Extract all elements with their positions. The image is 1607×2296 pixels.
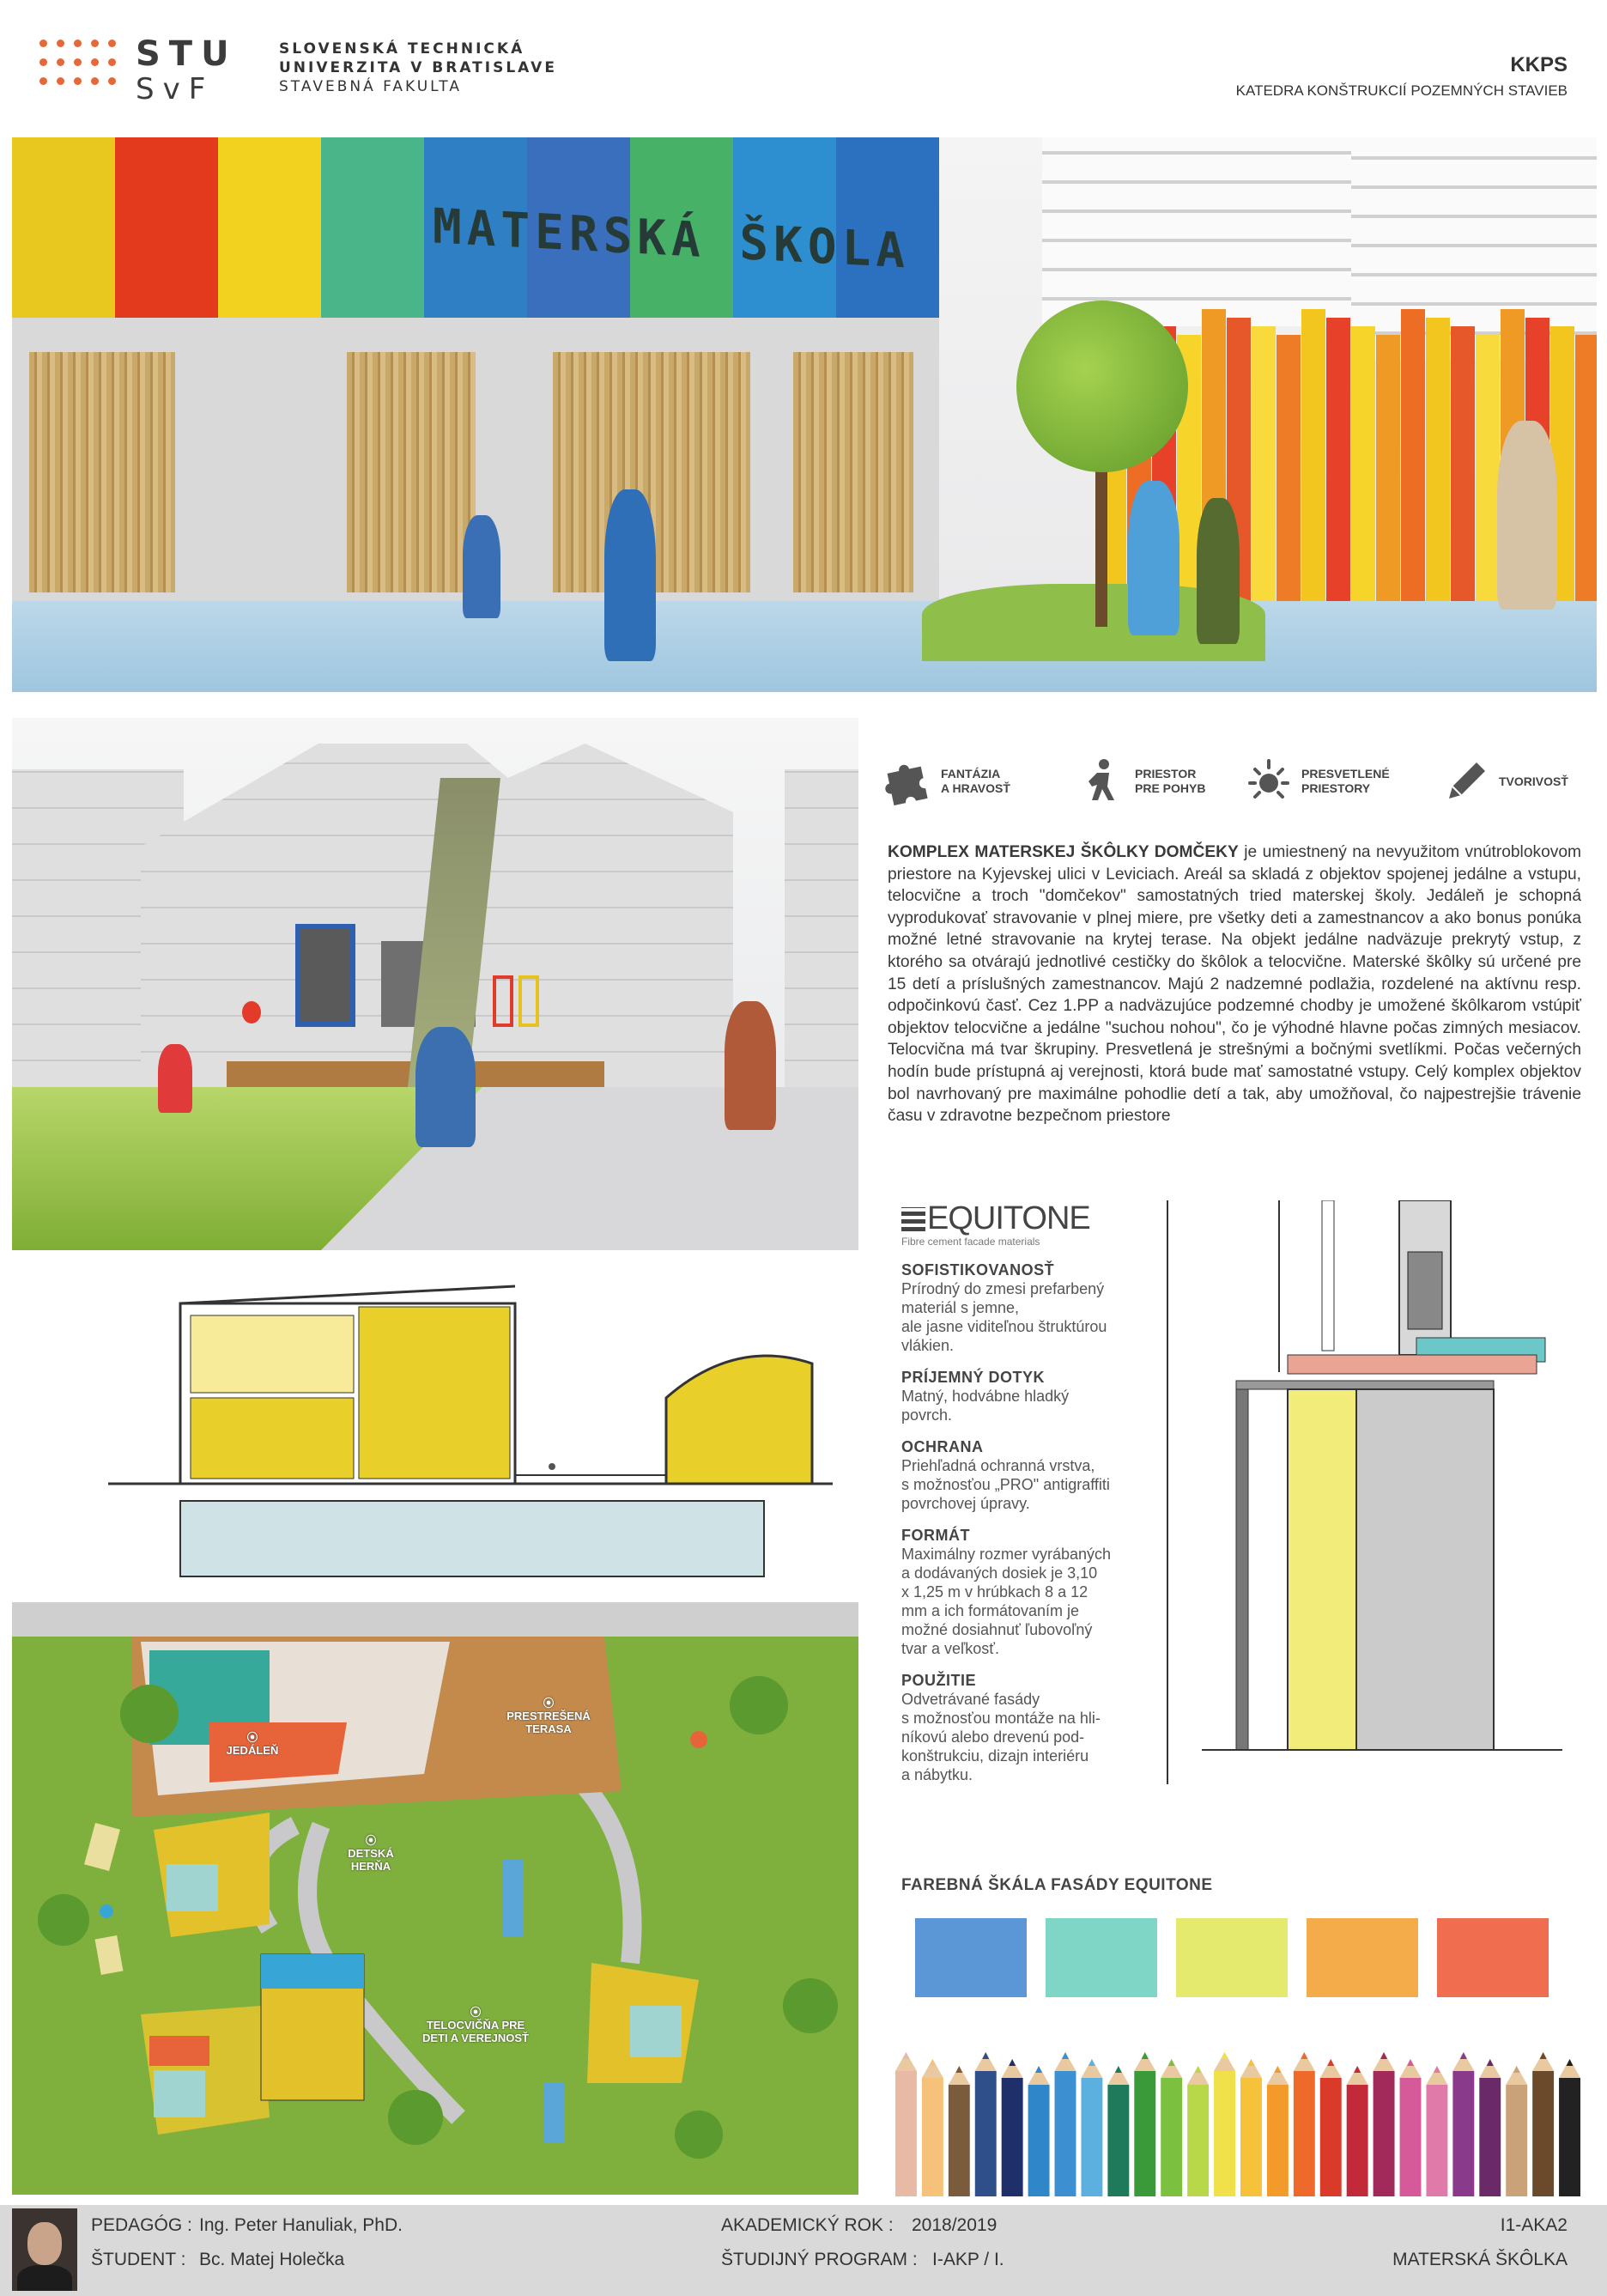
building-section	[108, 1269, 833, 1588]
spec-text: Prírodný do zmesi prefarbený materiál s jemne, ale jasne viditeľnou štruktúrou vlákien.	[901, 1280, 1107, 1354]
teacher-label: PEDAGÓG :	[91, 2215, 192, 2235]
spec-title: FORMÁT	[901, 1527, 970, 1544]
university-line-3: STAVEBNÁ FAKULTA	[279, 78, 462, 95]
avatar-shirt	[17, 2265, 72, 2291]
puzzle-icon	[884, 757, 932, 805]
child-on-bike	[415, 1027, 476, 1147]
color-swatch	[1176, 1918, 1288, 1997]
avatar-face	[27, 2222, 62, 2265]
spec-text: Odvetrávané fasády s možnosťou montáže na hli- níkovú alebo drevenú pod- konštrukciu, dizajn interiéru a nábytku.	[901, 1691, 1101, 1783]
logo-dot	[57, 39, 64, 47]
background-tower	[1042, 137, 1368, 326]
project-name: MATERSKÁ ŠKÔLKA	[1392, 2250, 1568, 2269]
facade-detail-drawing	[1150, 1200, 1580, 1784]
project-code: I1-AKA2	[1500, 2215, 1568, 2235]
spec-title: SOFISTIKOVANOSŤ	[901, 1261, 1055, 1279]
feature-label: A HRAVOSŤ	[941, 781, 1010, 795]
pencil	[1028, 2066, 1050, 2196]
equitone-tagline: Fibre cement facade materials	[901, 1236, 1040, 1248]
map-pin-icon: ⦿	[246, 1731, 258, 1744]
logo-dot	[91, 39, 99, 47]
balloon	[242, 1001, 261, 1023]
child-figure	[158, 1044, 192, 1113]
description-lead: KOMPLEX MATERSKEJ ŠKÔLKY DOMČEKY	[888, 843, 1239, 861]
adult-figure	[1128, 481, 1179, 635]
logo-svf: SvF	[136, 72, 215, 106]
program-value: I-AKP / I.	[932, 2250, 1004, 2269]
pencil	[949, 2066, 970, 2196]
sun-icon	[1245, 757, 1293, 805]
gym-shell	[666, 1356, 812, 1484]
project-description	[888, 841, 1581, 1127]
color-swatch	[1437, 1918, 1549, 1997]
color-swatch	[1046, 1918, 1157, 1997]
pencil	[1452, 2052, 1474, 2196]
feature-light	[1245, 756, 1390, 807]
entrance-door	[295, 924, 355, 1027]
logo-dot	[74, 58, 82, 66]
logo-dot	[91, 58, 99, 66]
feature-icons	[884, 756, 1581, 807]
pencil	[975, 2052, 997, 2196]
tree	[1016, 301, 1188, 472]
pencil	[895, 2052, 917, 2196]
classroom	[167, 1864, 218, 1911]
facade-panel	[218, 137, 321, 318]
tree	[38, 1894, 89, 1946]
feature-label: PRIESTOR	[1135, 767, 1197, 781]
bamboo-screen	[29, 352, 175, 592]
label-playroom	[337, 1834, 405, 1873]
tree	[730, 1676, 788, 1734]
play-element	[690, 1731, 707, 1748]
equitone-logo-text: EQUITONE	[927, 1200, 1090, 1236]
pencil	[1506, 2066, 1527, 2196]
logo-dot	[57, 77, 64, 85]
logo-dot	[108, 58, 116, 66]
label-text: JEDÁLEŇ	[226, 1744, 279, 1757]
spec-block	[901, 1438, 1159, 1513]
detail-post	[1322, 1200, 1334, 1351]
concrete-wall	[1356, 1389, 1494, 1750]
map-pin-icon: ⦿	[470, 2006, 482, 2019]
university-line-2: UNIVERZITA V BRATISLAVE	[279, 59, 557, 76]
feature-label: FANTÁZIA	[941, 767, 1001, 781]
spec-text: Maximálny rozmer vyrábaných a dodávaných dosiek je 3,10 x 1,25 m v hrúbkach 8 a 12 mm a ich formátovaním je možné dosiahnuť ľubovoľný tvar a veľkosť.	[901, 1546, 1112, 1657]
tree	[388, 2090, 443, 2145]
pencil	[1320, 2059, 1342, 2196]
logo-dot	[108, 39, 116, 47]
spec-title: OCHRANA	[901, 1438, 984, 1455]
roof-insulation	[1288, 1355, 1537, 1374]
spec-title: PRÍJEMNÝ DOTYK	[901, 1369, 1046, 1386]
label-gym	[415, 2006, 536, 2044]
description-body: je umiestnený na nevyužitom vnútroblokovom priestore na Kyjevskej ulici v Leviciach. Areál sa skladá z objektov spojenej jedálne a vstupu, telocvične a troch "domčekov" samostatných tried materskej školy. Jedáleň je schopná vyprodukovať stravovanie v plnej miere, pre všetky deti a zamestnancov a ako bonus ponúka možné letné stravovanie na krytej terase. Na objekt jedálne nadväzuje prekrytý vstup, z ktorého sa otvárajú jednotlivé cestičky do škôlok a telocvične. Materské škôlky sú určené pre 15 detí a príslušných zamestnancov. Majú 2 nadzemné podlažia, rozdelené na aktívnu resp. odpočinkovú časť. Cez 1.PP a nadväzujúce podzemné chodby je umožené škôlkarom vstúpiť objektov telocvične a jedálne "suchou nohou", čo je výhodné hlavne počas zimných mesiacov. Telocvična má tvar škrupiny. Presvetlená je strešnými a bočnými svetlíkmi. Počas večerných hodín bude prístupná aj verejnosti, ktorá bude mať samostatné vstupy. Celý komplex objektov bol navrhovaný pre maximálne pohodlie detí a tak, aby umožňoval, čo najpestrejšie trávenie času v zdravotne bezpečnom priestore	[888, 843, 1581, 1126]
spec-block	[901, 1527, 1159, 1658]
courtyard-render	[12, 718, 858, 1250]
classroom	[149, 2036, 209, 2066]
pencil-icon	[1442, 757, 1490, 805]
color-scale-title: FAREBNÁ ŠKÁLA FASÁDY EQUITONE	[901, 1876, 1213, 1894]
logo-dot	[91, 77, 99, 85]
gym-service	[261, 1954, 364, 1989]
classroom	[154, 2070, 205, 2117]
year-label: AKADEMICKÝ ROK :	[721, 2215, 894, 2235]
facade-panel	[115, 137, 218, 318]
play-element	[100, 1904, 113, 1918]
background-building	[785, 769, 858, 1096]
pencil	[1214, 2052, 1235, 2196]
underground-floor	[180, 1501, 764, 1576]
logo-dot	[57, 58, 64, 66]
university-name	[279, 39, 557, 96]
bamboo-screen	[793, 352, 913, 592]
university-line-1: SLOVENSKÁ TECHNICKÁ	[279, 40, 525, 58]
slab-edge	[1236, 1381, 1494, 1389]
spec-text: Priehľadná ochranná vrstva, s možnosťou „PRO" antigraffiti povrchovej úpravy.	[901, 1457, 1110, 1512]
child-figure	[463, 515, 500, 618]
pencil	[1559, 2059, 1580, 2196]
logo-dot	[108, 77, 116, 85]
feature-fantasy	[884, 756, 1010, 807]
insulation-layer	[1288, 1389, 1356, 1750]
color-swatch	[915, 1918, 1027, 1997]
school-sign: MATERSKÁ ŠKOLA	[433, 198, 911, 280]
logo-dot	[74, 39, 82, 47]
tree-trunk	[1095, 455, 1107, 627]
sandpit	[84, 1823, 120, 1871]
sidewalk	[12, 601, 1597, 692]
pencil	[1161, 2059, 1182, 2196]
pencil	[1055, 2052, 1076, 2196]
equitone-logo	[901, 1200, 1159, 1237]
sandpit	[95, 1935, 124, 1975]
hero-render	[12, 137, 1597, 692]
label-text: TELOCVIČŇA PRE DETI A VEREJNOSŤ	[421, 2019, 529, 2044]
pencil	[1400, 2059, 1422, 2196]
label-text: PRESTREŠENÁ TERASA	[506, 1710, 591, 1735]
spec-block	[901, 1369, 1159, 1424]
year-value: 2018/2019	[912, 2215, 998, 2235]
skylight	[503, 1860, 524, 1937]
feature-creativity	[1442, 756, 1568, 807]
site-plan-drawing	[12, 1602, 858, 2195]
pencil	[1479, 2059, 1501, 2196]
pencil	[1267, 2066, 1289, 2196]
child-figure	[604, 489, 656, 661]
feature-label: PRESVETLENÉ	[1301, 767, 1390, 781]
student-label: ŠTUDENT :	[91, 2250, 186, 2269]
logo-dot	[39, 39, 47, 47]
student-avatar	[12, 2208, 77, 2291]
window	[518, 975, 539, 1027]
window-frame-profile	[1408, 1252, 1442, 1329]
label-text: DETSKÁ HERŇA	[348, 1847, 394, 1873]
tree	[120, 1685, 179, 1743]
skylight	[544, 2083, 565, 2143]
tree	[675, 2111, 723, 2159]
feature-label: PRIESTORY	[1301, 781, 1371, 795]
colored-house-panel	[1401, 309, 1425, 644]
pencil	[1426, 2066, 1447, 2196]
scale-figure	[549, 1463, 555, 1470]
map-pin-icon: ⦿	[365, 1834, 377, 1847]
facade-panel	[321, 137, 424, 318]
program-label: ŠTUDIJNÝ PROGRAM :	[721, 2250, 918, 2269]
pencil	[1187, 2066, 1209, 2196]
room-double-height	[359, 1307, 510, 1479]
pencil	[1532, 2052, 1554, 2196]
equitone-panel	[901, 1200, 1159, 1784]
pencil	[1240, 2059, 1262, 2196]
cyclist-figure	[1497, 421, 1557, 610]
map-pin-icon: ⦿	[543, 1697, 555, 1710]
logo-dot	[74, 77, 82, 85]
facade-panel	[12, 137, 115, 318]
feature-label: TVORIVOSŤ	[1499, 774, 1568, 788]
pencil	[922, 2059, 943, 2196]
site-plan	[12, 1602, 858, 2195]
colored-house-panel	[1301, 309, 1325, 644]
roof-line	[180, 1286, 515, 1303]
color-swatches	[915, 1918, 1549, 1997]
street	[12, 1602, 858, 1637]
spec-block	[901, 1672, 1159, 1784]
label-terrace	[501, 1697, 596, 1735]
student-name: Bc. Matej Holečka	[199, 2250, 345, 2269]
tree	[783, 1978, 838, 2033]
logo-dot	[39, 77, 47, 85]
facade-panel	[1236, 1389, 1248, 1750]
colored-pencils	[893, 2009, 1583, 2196]
feature-movement	[1078, 756, 1205, 807]
pencil	[1107, 2066, 1129, 2196]
adult-figure	[1197, 498, 1240, 644]
department-code: KKPS	[1510, 53, 1568, 76]
logo-dot	[39, 58, 47, 66]
equitone-mark-icon	[901, 1207, 925, 1231]
room-lower	[191, 1398, 354, 1479]
pencil	[1374, 2052, 1395, 2196]
spec-title: POUŽITIE	[901, 1672, 977, 1689]
teacher-name: Ing. Peter Hanuliak, PhD.	[199, 2215, 403, 2235]
spec-block	[901, 1261, 1159, 1355]
adult-figure	[725, 1001, 776, 1130]
color-swatch	[1307, 1918, 1418, 1997]
label-dining	[209, 1731, 295, 1757]
classroom	[630, 2006, 682, 2057]
spec-text: Matný, hodvábne hladký povrch.	[901, 1388, 1070, 1424]
logo-dots	[39, 39, 125, 96]
running-person-icon	[1078, 757, 1126, 805]
pencil	[1347, 2066, 1368, 2196]
department-name: KATEDRA KONŠTRUKCIÍ POZEMNÝCH STAVIEB	[1235, 82, 1568, 99]
pencil	[1134, 2052, 1155, 2196]
logo-stu: STU	[136, 34, 238, 74]
window	[493, 975, 513, 1027]
pencil	[1081, 2059, 1102, 2196]
room-upper	[191, 1315, 354, 1393]
feature-label: PRE POHYB	[1135, 781, 1206, 795]
bamboo-screen	[347, 352, 476, 592]
pencil	[1002, 2059, 1023, 2196]
pencil	[1294, 2052, 1315, 2196]
